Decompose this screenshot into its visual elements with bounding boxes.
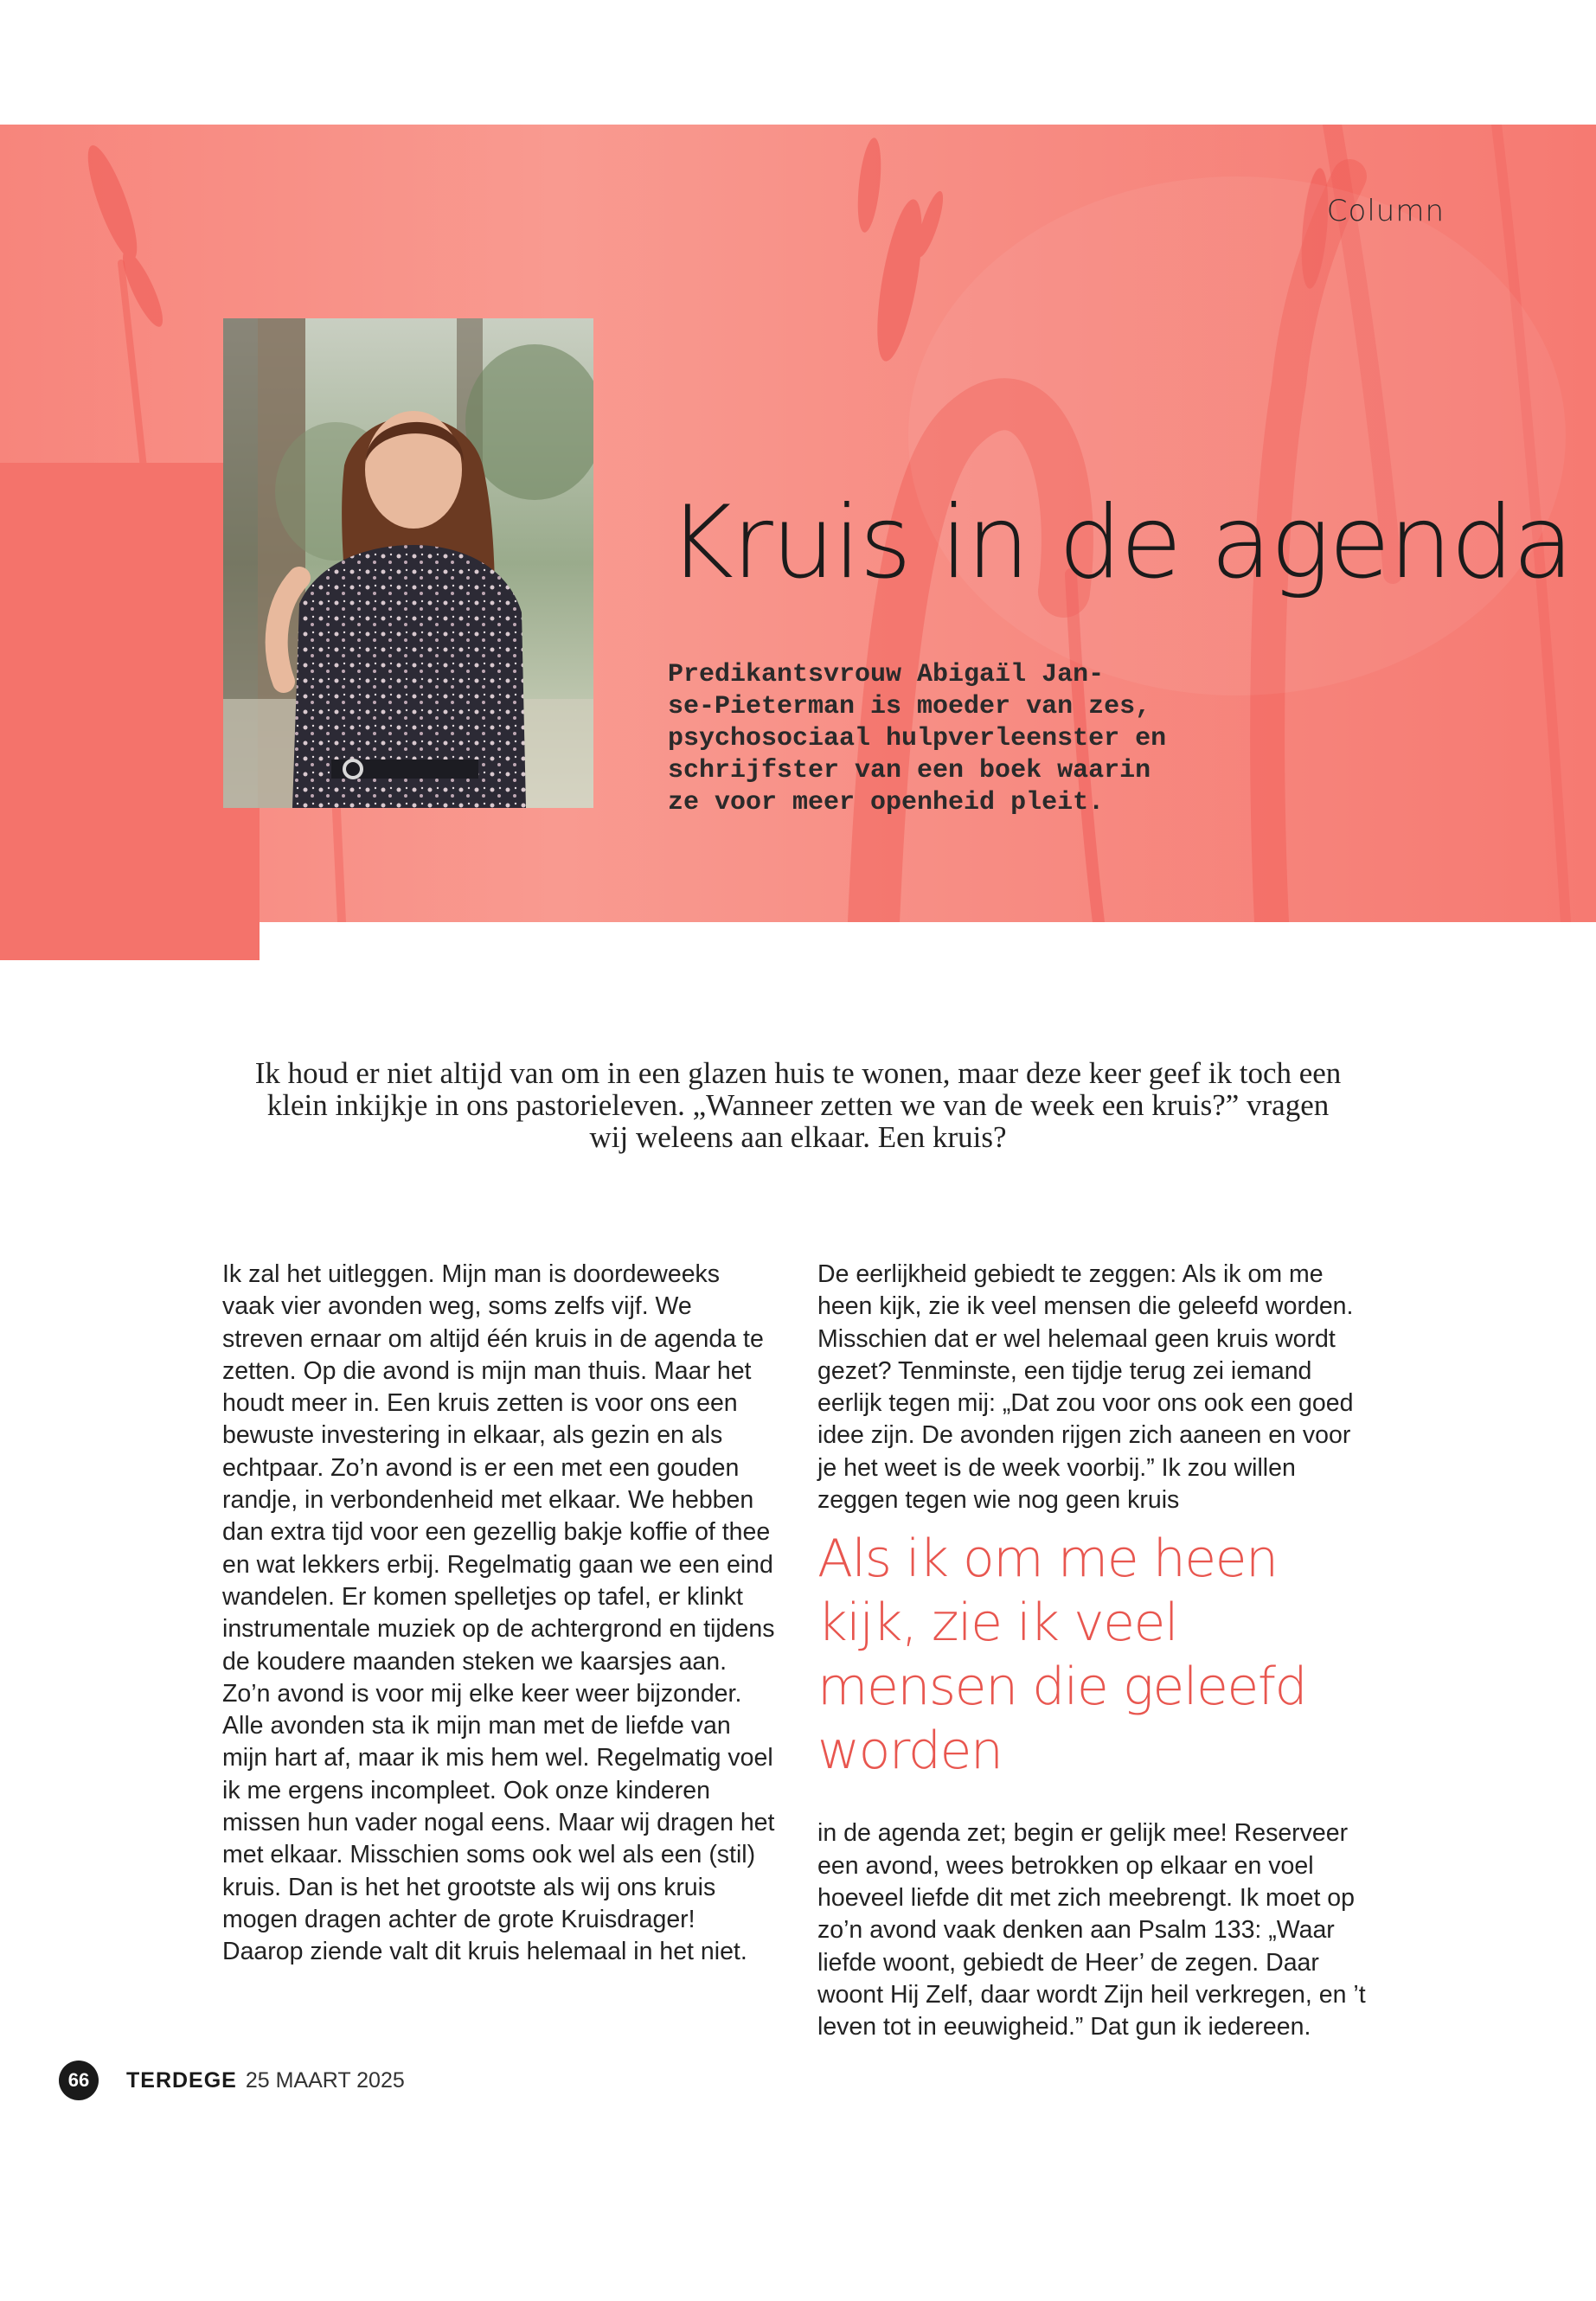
page-title: Kruis in de agenda (668, 484, 1573, 601)
body-paragraph: in de agenda zet; begin er gelijk mee! Reserveer een avond, wees betrokken op elkaar en voel hoeveel liefde dit met zich meebrengt. Ik moet op zo’n avond vaak denken aan Psalm 133: „Waar liefde woont, gebiedt de Heer’ de zegen. Daar woont Hij Zelf, daar wordt Zijn heil verkregen, en ’t leven tot in eeuwigheid.” Dat gun ik iedereen. (817, 1819, 1366, 2041)
author-intro: Predikantsvrouw Abigaïl Jan- se-Pieterman is moeder van zes, psychosociaal hulpverleenster en schrijfster van een boek waarin ze voor meer openheid pleit. (668, 660, 1167, 817)
body-column-right (817, 1259, 1371, 2043)
section-label: Column (1326, 194, 1445, 228)
lead-paragraph: Ik houd er niet altijd van om in een glazen huis te wonen, maar deze keer geef ik toch een klein inkijkje in ons pastorieleven. „Wanneer zetten we van de week een kruis?” vragen wij weleens aan elkaar. Een kruis? (254, 1056, 1342, 1154)
body-column-left (222, 1259, 776, 1969)
magazine-name: TERDEGE (126, 2067, 237, 2093)
body-paragraph: Ik zal het uitleggen. Mijn man is doordeweeks vaak vier avonden weg, soms zelfs vijf. We streven ernaar om altijd één kruis in de agenda te zetten. Op die avond is mijn man thuis. Maar het houdt meer in. Een kruis zetten is voor ons een bewuste investering in elkaar, als gezin en als echtpaar. Zo’n avond is er een met een gouden randje, in verbondenheid met elkaar. We hebben dan extra tijd voor een gezellig bakje koffie of thee en wat lekkers erbij. Regelmatig gaan we een eind wandelen. Er komen spelletjes op tafel, er klinkt instrumentale muziek op de achtergrond en tijdens de koudere maanden steken we kaarsjes aan. (222, 1260, 775, 1676)
author-photo (223, 318, 593, 808)
hero-color-block (0, 463, 260, 960)
body-paragraph: Zo’n avond is voor mij elke keer weer bijzonder. Alle avonden sta ik mijn man met de liefde van mijn hart af, maar ik mis hem wel. Regelmatig voel ik me ergens incompleet. Ook onze kinderen missen hun vader nogal eens. Maar wij dragen het met elkaar. Misschien soms ook wel als een (stil) kruis. Dan is het het grootste als wij ons kruis mogen dragen achter de grote Kruisdrager! Daarop ziende valt dit kruis helemaal in het niet. (222, 1679, 775, 1966)
pull-quote: Als ik om me heen kijk, zie ik veel mensen die geleefd worden (817, 1529, 1307, 1782)
issue-date: 25 MAART 2025 (245, 2067, 405, 2093)
page-number: 66 (59, 2061, 99, 2100)
page-footer (59, 2060, 405, 2101)
body-paragraph: De eerlijkheid gebiedt te zeggen: Als ik om me heen kijk, zie ik veel mensen die geleefd worden. Misschien dat er wel helemaal geen kruis wordt gezet? Tenminste, een tijdje terug zei iemand eerlijk tegen mij: „Dat zou voor ons ook een goed idee zijn. De avonden rijgen zich aaneen en voor je het weet is de week voorbij.” Ik zou willen zeggen tegen wie nog geen kruis (817, 1260, 1354, 1515)
